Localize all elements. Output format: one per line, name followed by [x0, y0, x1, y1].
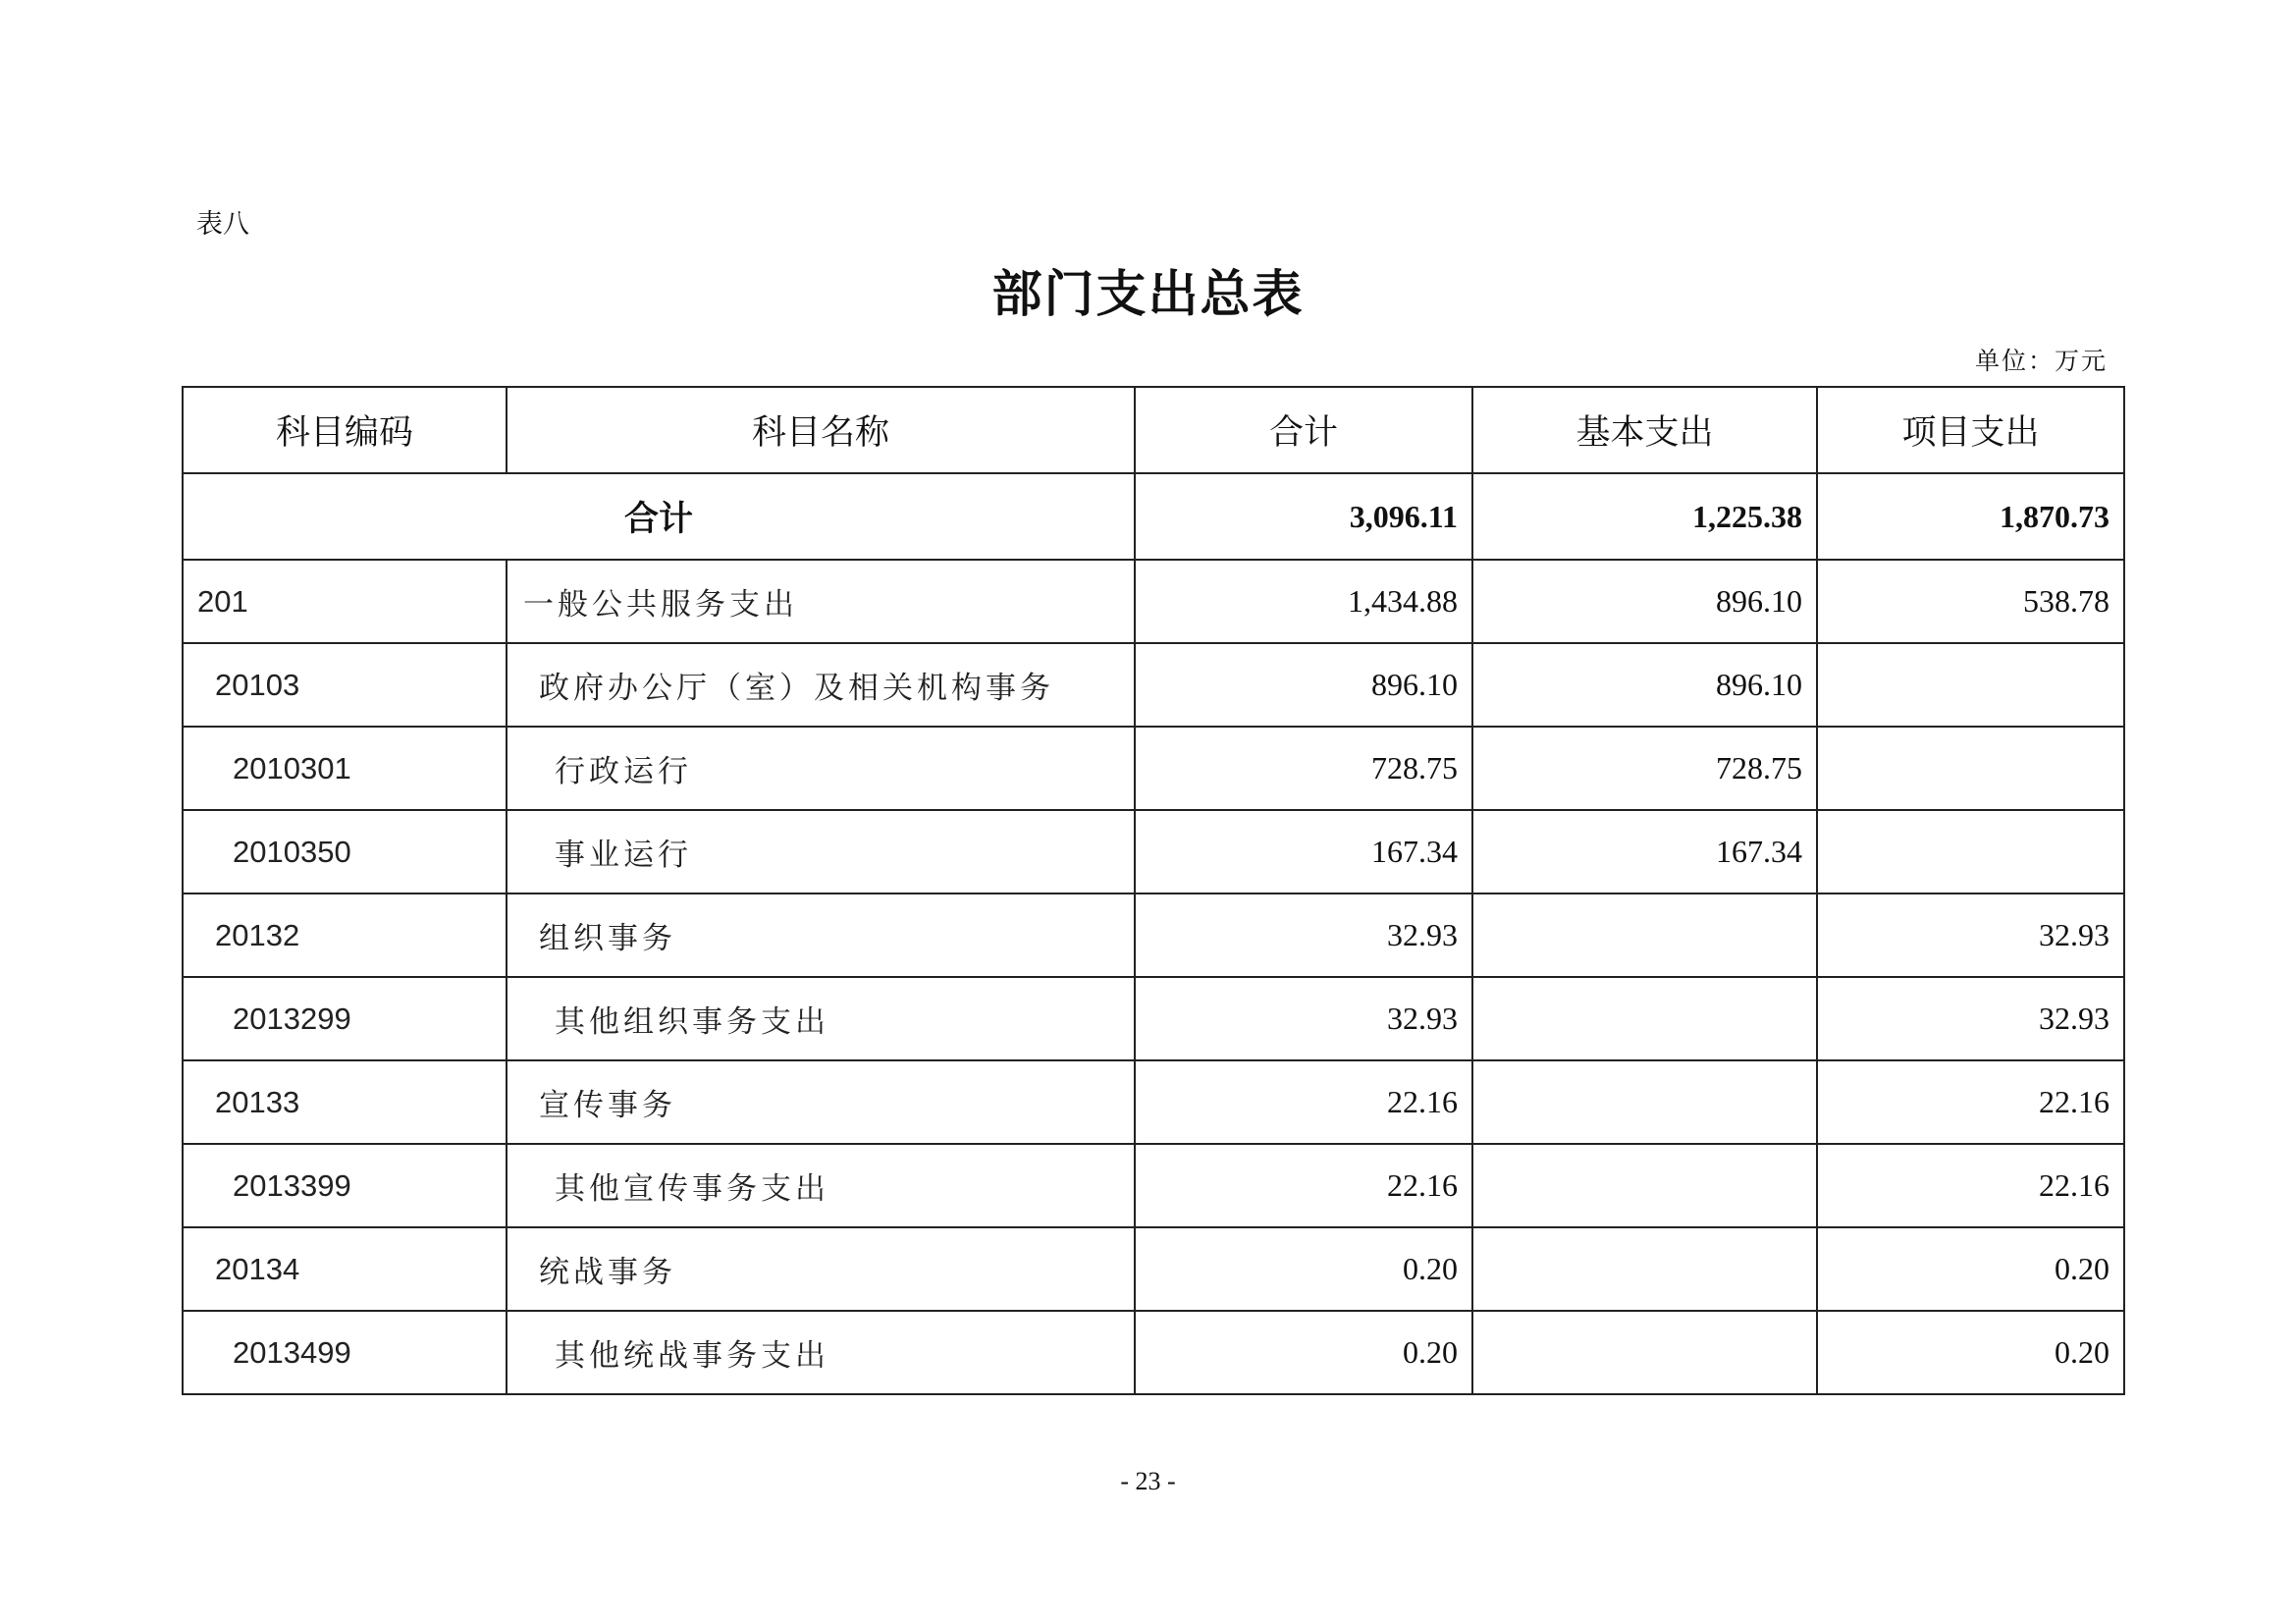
row-project-cell: 0.20 [1817, 1227, 2124, 1311]
row-basic-cell: 896.10 [1472, 560, 1817, 643]
row-total-cell: 32.93 [1135, 977, 1472, 1060]
row-project-cell: 22.16 [1817, 1060, 2124, 1144]
row-total-cell: 1,434.88 [1135, 560, 1472, 643]
row-total-cell: 0.20 [1135, 1227, 1472, 1311]
page-number: - 23 - [1120, 1467, 1176, 1495]
row-project-cell [1817, 643, 2124, 727]
row-basic-cell [1472, 1060, 1817, 1144]
table-row [183, 727, 2124, 810]
column-header-project: 项目支出 [1817, 387, 2124, 473]
page-title: 部门支出总表 [991, 265, 1305, 324]
row-basic-cell [1472, 1311, 1817, 1394]
row-total-cell: 32.93 [1135, 893, 1472, 977]
row-project-cell: 0.20 [1817, 1311, 2124, 1394]
row-project-cell: 32.93 [1817, 893, 2124, 977]
row-total-cell: 728.75 [1135, 727, 1472, 810]
row-basic-cell [1472, 1144, 1817, 1227]
row-total-cell: 0.20 [1135, 1311, 1472, 1394]
row-code-cell: 2013399 [183, 1144, 507, 1227]
row-total-cell: 22.16 [1135, 1144, 1472, 1227]
row-project-cell [1817, 810, 2124, 893]
row-code-cell: 20134 [183, 1227, 507, 1311]
row-project-cell: 538.78 [1817, 560, 2124, 643]
row-name-cell: 宣传事务 [507, 1060, 1135, 1144]
column-header-code: 科目编码 [183, 387, 507, 473]
row-code-cell: 2010350 [183, 810, 507, 893]
column-header-basic: 基本支出 [1472, 387, 1817, 473]
row-name-cell: 组织事务 [507, 893, 1135, 977]
row-code-cell: 20103 [183, 643, 507, 727]
row-basic-cell [1472, 977, 1817, 1060]
table-row [183, 977, 2124, 1060]
row-total-cell: 22.16 [1135, 1060, 1472, 1144]
row-name-cell: 一般公共服务支出 [507, 560, 1135, 643]
row-project-cell: 32.93 [1817, 977, 2124, 1060]
row-basic-cell: 896.10 [1472, 643, 1817, 727]
column-header-total: 合计 [1135, 387, 1472, 473]
row-basic-cell [1472, 1227, 1817, 1311]
table-row [183, 643, 2124, 727]
row-name-cell: 其他组织事务支出 [507, 977, 1135, 1060]
row-code-cell: 20133 [183, 1060, 507, 1144]
row-name-cell: 其他宣传事务支出 [507, 1144, 1135, 1227]
row-code-cell: 2013499 [183, 1311, 507, 1394]
table-header-row [183, 387, 2124, 473]
row-project-cell: 22.16 [1817, 1144, 2124, 1227]
row-project-cell [1817, 727, 2124, 810]
row-code-cell: 20132 [183, 893, 507, 977]
unit-label: 单位：万元 [1974, 347, 2108, 375]
row-name-cell: 其他统战事务支出 [507, 1311, 1135, 1394]
total-label: 合计 [183, 473, 1135, 560]
table-row [183, 893, 2124, 977]
row-name-cell: 政府办公厅（室）及相关机构事务 [507, 643, 1135, 727]
row-basic-cell [1472, 893, 1817, 977]
row-total-cell: 896.10 [1135, 643, 1472, 727]
table-row [183, 810, 2124, 893]
table-row [183, 1311, 2124, 1394]
row-basic-cell: 728.75 [1472, 727, 1817, 810]
table-row [183, 1144, 2124, 1227]
table-label: 表八 [196, 209, 249, 240]
total-row [183, 473, 2124, 560]
table-row [183, 560, 2124, 643]
row-code-cell: 2013299 [183, 977, 507, 1060]
row-basic-cell: 167.34 [1472, 810, 1817, 893]
total-project-cell: 1,870.73 [1817, 473, 2124, 560]
expenditure-table [182, 386, 2125, 1395]
table-row [183, 1060, 2124, 1144]
total-basic-cell: 1,225.38 [1472, 473, 1817, 560]
row-code-cell: 2010301 [183, 727, 507, 810]
row-code-cell: 201 [183, 560, 507, 643]
row-total-cell: 167.34 [1135, 810, 1472, 893]
row-name-cell: 事业运行 [507, 810, 1135, 893]
table-row [183, 1227, 2124, 1311]
total-sum-cell: 3,096.11 [1135, 473, 1472, 560]
row-name-cell: 行政运行 [507, 727, 1135, 810]
row-name-cell: 统战事务 [507, 1227, 1135, 1311]
column-header-name: 科目名称 [507, 387, 1135, 473]
